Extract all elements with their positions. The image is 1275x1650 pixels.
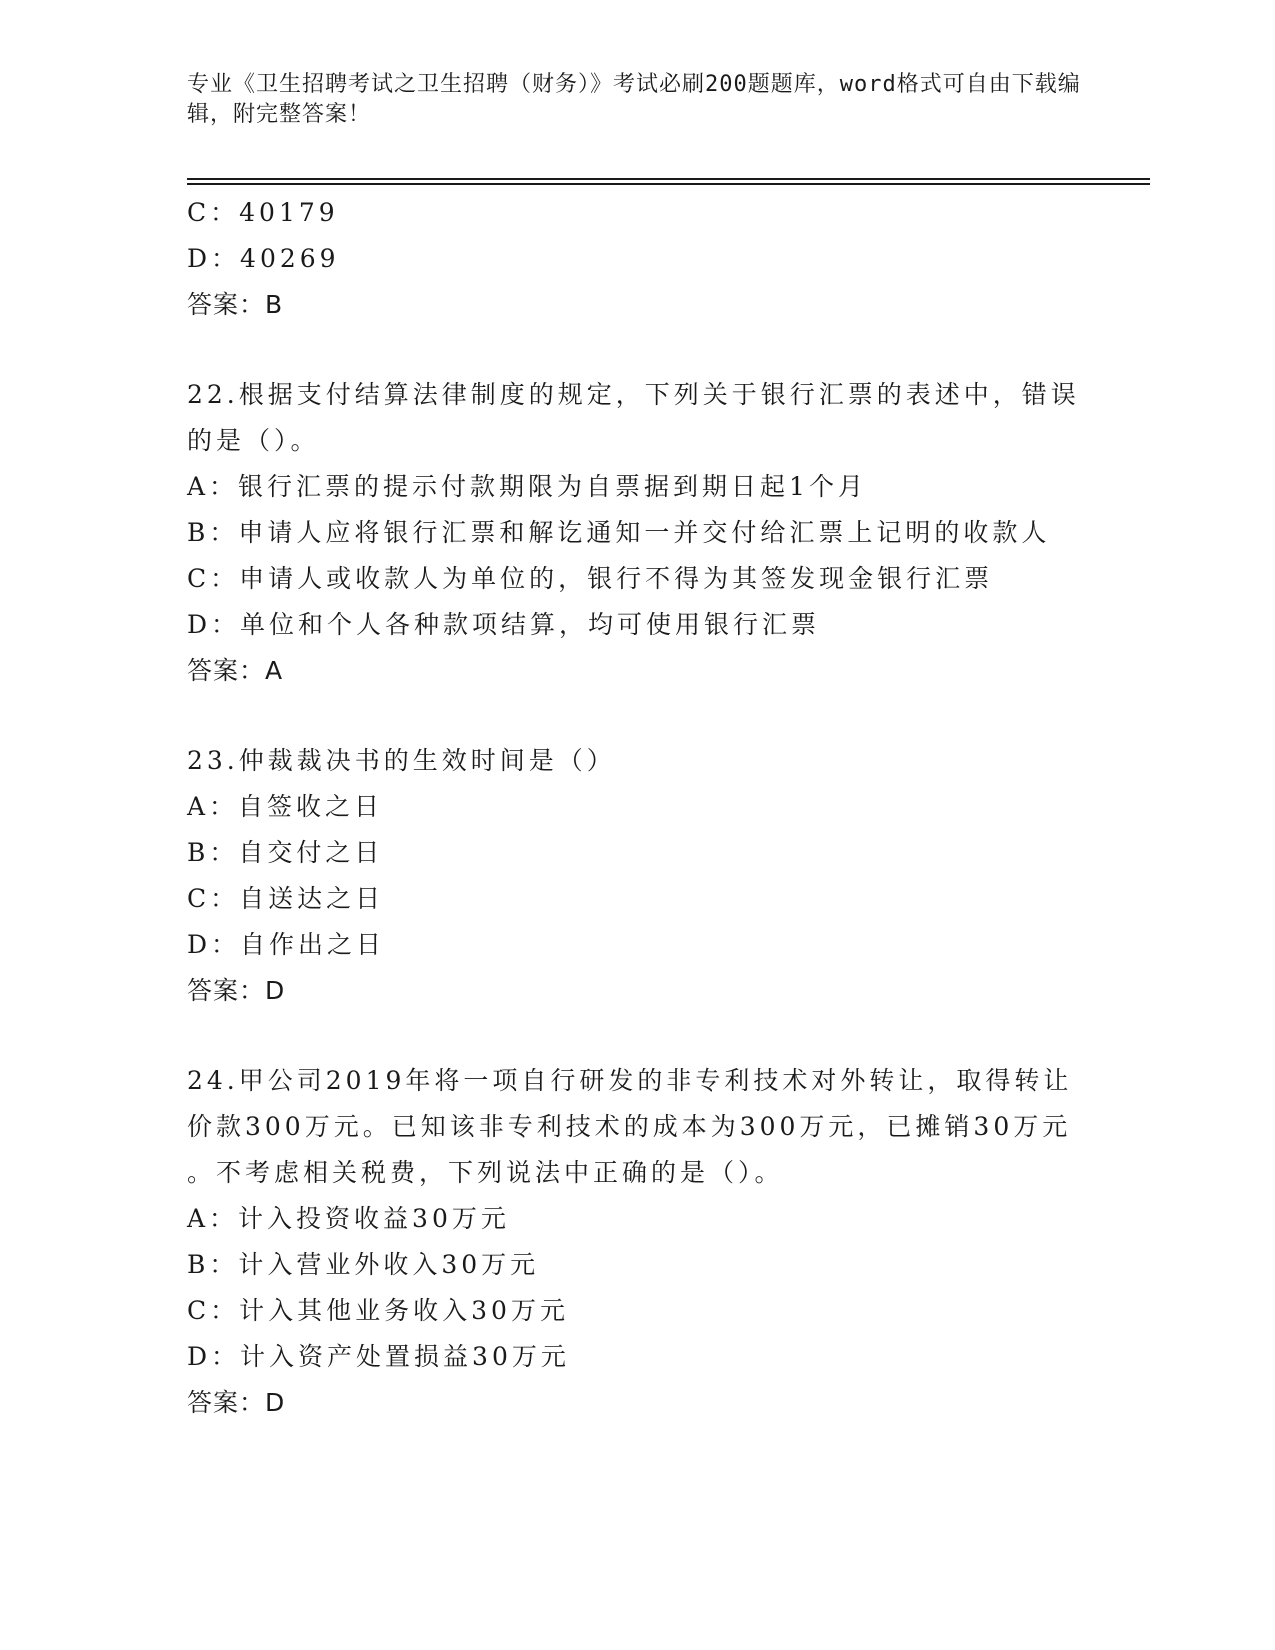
question-23 — [187, 738, 1087, 1014]
header-divider-top — [187, 178, 1150, 180]
option-c: C：自送达之日 — [187, 884, 385, 913]
option-d: D：单位和个人各种款项结算，均可使用银行汇票 — [187, 610, 821, 639]
document-header — [187, 70, 1087, 130]
option-c: C：40179 — [187, 198, 339, 227]
question-list — [187, 190, 1087, 1426]
option-c: C：计入其他业务收入30万元 — [187, 1296, 569, 1325]
option-b: B：申请人应将银行汇票和解讫通知一并交付给汇票上记明的收款人 — [187, 518, 1051, 547]
question-stem-cont: 。不考虑相关税费，下列说法中正确的是（）。 — [187, 1158, 784, 1187]
option-b: B：自交付之日 — [187, 838, 384, 867]
answer-line: 答案：D — [187, 1388, 286, 1417]
question-stem: 22.根据支付结算法律制度的规定，下列关于银行汇票的表述中，错误 — [187, 380, 1080, 409]
answer-line: 答案：B — [187, 290, 284, 319]
option-c: C：申请人或收款人为单位的，银行不得为其签发现金银行汇票 — [187, 564, 994, 593]
question-stem-cont: 价款300万元。已知该非专利技术的成本为300万元，已摊销30万元 — [187, 1112, 1072, 1141]
option-a: A：计入投资收益30万元 — [187, 1204, 510, 1233]
option-a: A：自签收之日 — [187, 792, 384, 821]
question-24 — [187, 1058, 1087, 1426]
question-stem-cont: 的是（）。 — [187, 426, 320, 455]
option-d: D：40269 — [187, 244, 340, 273]
option-d: D：自作出之日 — [187, 930, 386, 959]
option-a: A：银行汇票的提示付款期限为自票据到期日起1个月 — [187, 472, 867, 501]
header-divider-bottom — [187, 183, 1150, 185]
question-stem: 23.仲裁裁决书的生效时间是（） — [187, 746, 616, 775]
answer-line: 答案：A — [187, 656, 284, 685]
header-text: 专业《卫生招聘考试之卫生招聘（财务）》考试必刷200题题库，word格式可自由下载编辑，附完整答案！ — [187, 72, 1081, 127]
question-stem: 24.甲公司2019年将一项自行研发的非专利技术对外转让，取得转让 — [187, 1066, 1073, 1095]
question-21 — [187, 190, 1087, 328]
answer-line: 答案：D — [187, 976, 286, 1005]
option-d: D：计入资产处置损益30万元 — [187, 1342, 570, 1371]
option-b: B：计入营业外收入30万元 — [187, 1250, 540, 1279]
question-22 — [187, 372, 1087, 694]
